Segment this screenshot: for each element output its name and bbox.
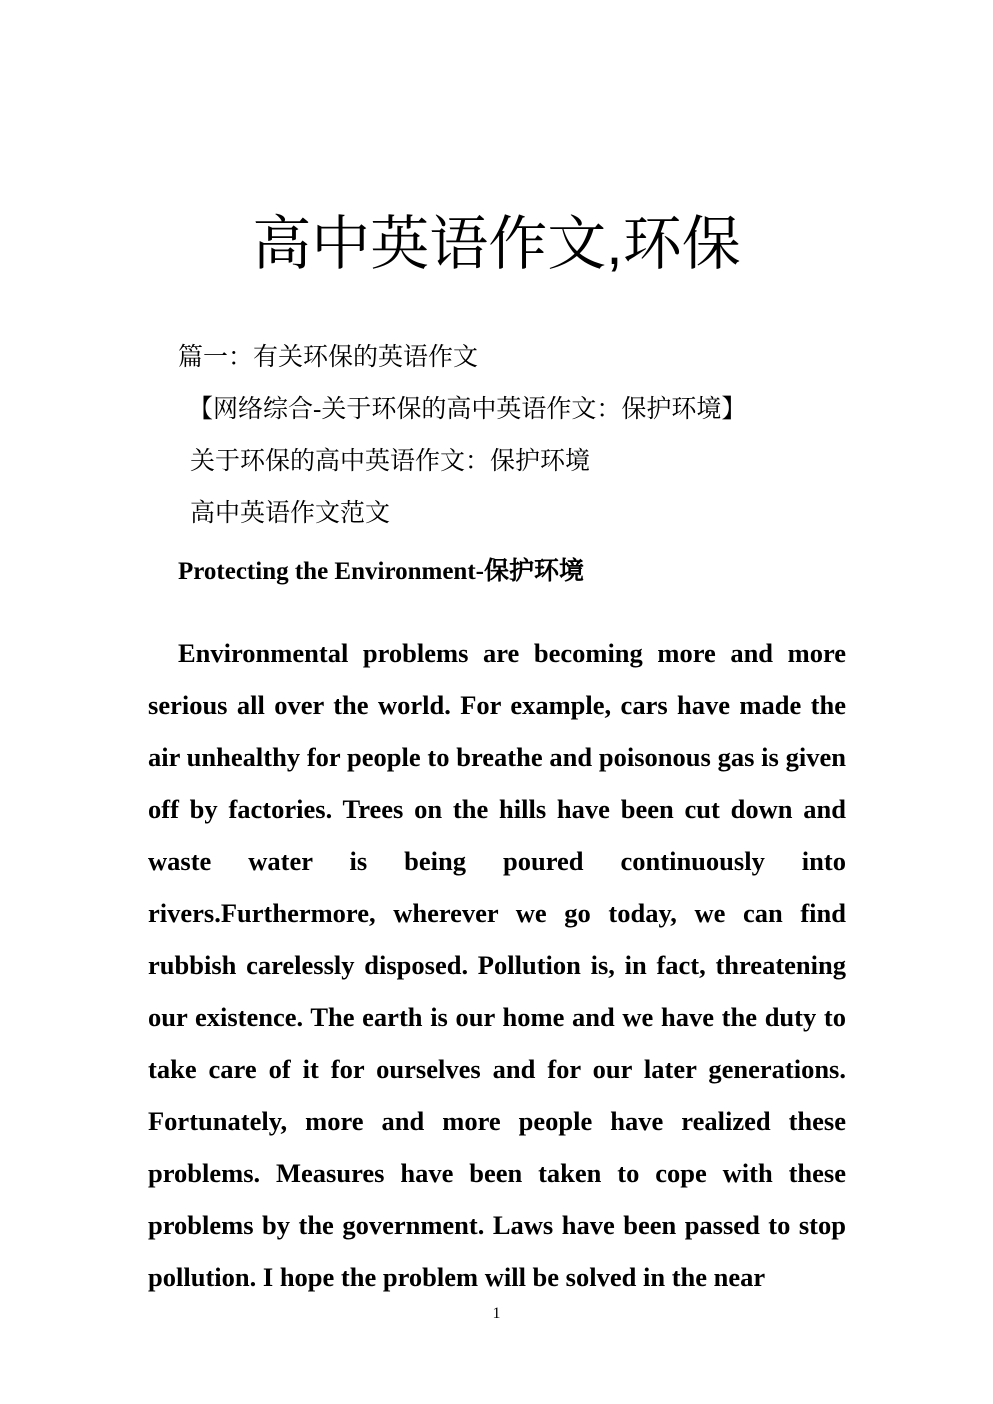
intro-line-source: 篇一：有关环保的英语作文	[178, 344, 479, 371]
page-title: 高中英语作文,环保	[252, 210, 741, 277]
intro-line-sample-label: 高中英语作文范文	[190, 500, 391, 527]
english-heading: Protecting the Environment-保护环境	[178, 558, 584, 585]
intro-line-subtitle: 关于环保的高中英语作文：保护环境	[190, 448, 591, 475]
intro-section	[148, 332, 848, 540]
intro-line-bracketed-title: 【网络综合-关于环保的高中英语作文：保护环境】	[188, 396, 747, 423]
page-number: 1	[492, 1305, 501, 1322]
body-paragraph: Environmental problems are becoming more and more serious all over the world. For example, cars have made the air unhealthy for people to breathe and poisonous gas is given off by factories. Trees on the hills have been cut down and waste water is being poured continuously into rivers.Furthermore, wherever we go today, we can find rubbish carelessly disposed. Pollution is, in fact, threatening our existence. The earth is our home and we have the duty to take care of it for ourselves and for our later generations. Fortunately, more and more people have realized these problems. Measures have been taken to cope with these problems by the government. Laws have been passed to stop pollution. I hope the problem will be solved in the near	[148, 637, 846, 1292]
